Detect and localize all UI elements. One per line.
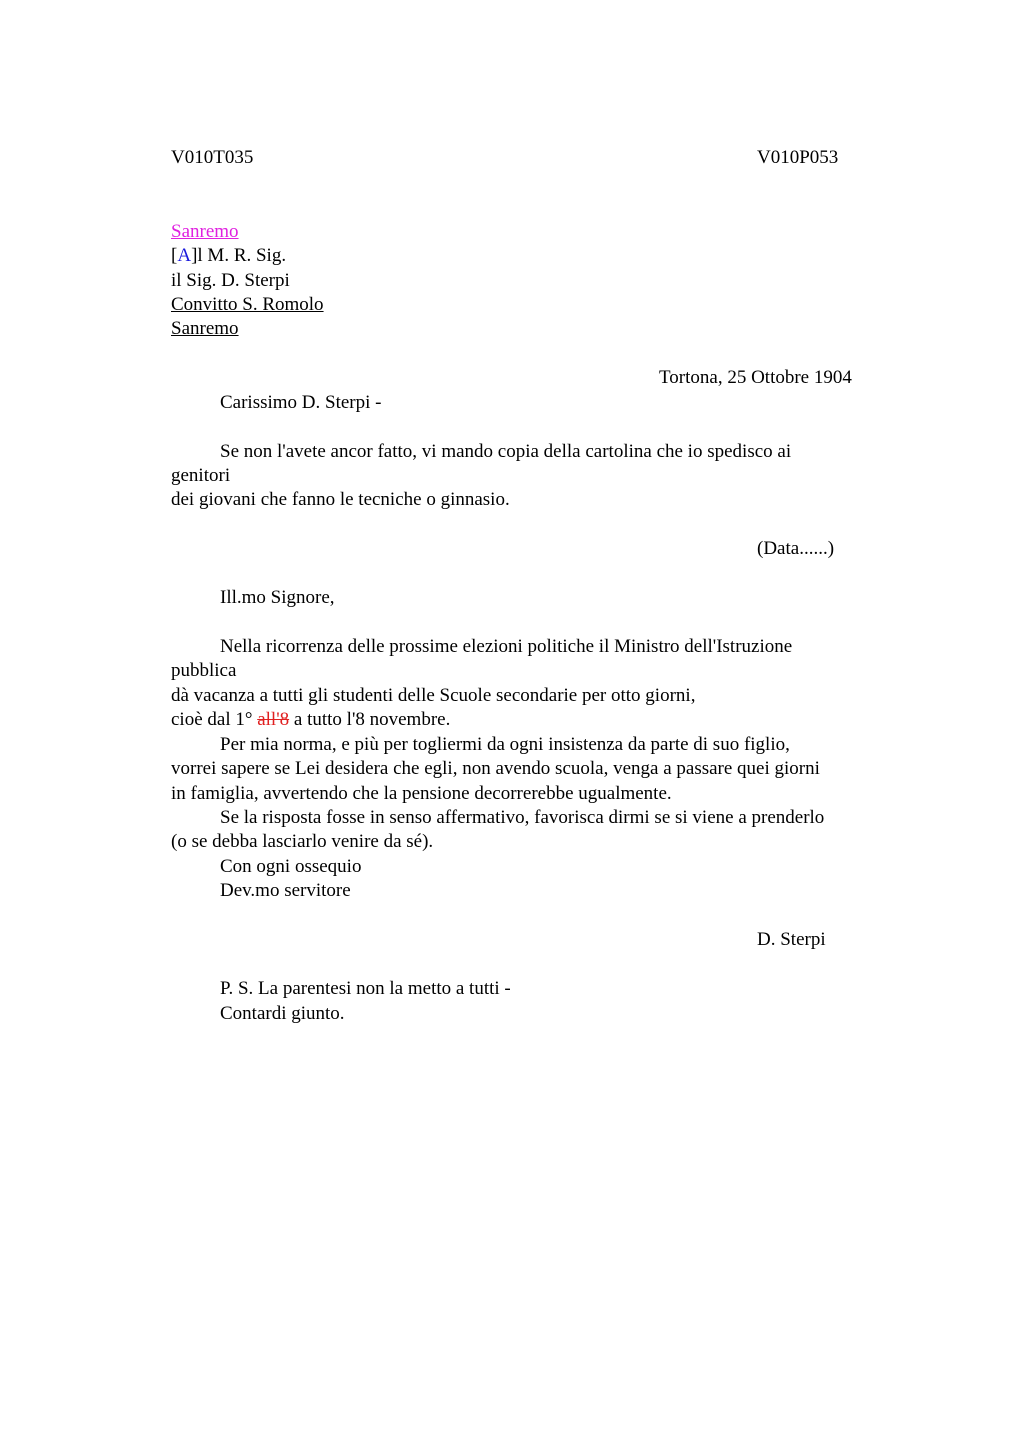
postscript-line-1: P. S. La parentesi non la metto a tutti - [220, 978, 511, 999]
archive-code-right: V010P053 [757, 147, 839, 168]
card-p3-line-1: Se la risposta fosse in senso affermativo, favorisca dirmi se si viene a prenderlo [220, 807, 825, 828]
card-p1-line-4 [171, 708, 450, 732]
card-p1-line-4-start: cioè dal 1° [171, 709, 258, 730]
card-p3-line-2: (o se debba lasciarlo venire da sé). [171, 831, 434, 852]
address-line-1-rest: ]l M. R. Sig. [191, 245, 287, 266]
signature: D. Sterpi [757, 929, 826, 950]
closing-line-1: Con ogni ossequio [220, 856, 362, 877]
address-place-link[interactable]: Sanremo [171, 221, 239, 242]
address-line-1 [171, 244, 286, 268]
card-p2-line-1: Per mia norma, e più per togliermi da ogni insistenza da parte di suo figlio, [220, 734, 790, 755]
closing-line-2: Dev.mo servitore [220, 880, 351, 901]
card-p2-line-2: vorrei sapere se Lei desidera che egli, non avendo scuola, venga a passare quei giorni [171, 758, 820, 779]
dateline: Tortona, 25 Ottobre 1904 [659, 367, 852, 388]
archive-code-left: V010T035 [171, 147, 254, 168]
intro-line-3: dei giovani che fanno le tecniche o ginnasio. [171, 489, 510, 510]
struck-text: all'8 [257, 709, 290, 730]
card-p2-line-3: in famiglia, avvertendo che la pensione decorrerebbe ugualmente. [171, 783, 672, 804]
card-greeting: Ill.mo Signore, [220, 587, 335, 608]
address-line-2: il Sig. D. Sterpi [171, 270, 290, 291]
card-p1-line-3: dà vacanza a tutti gli studenti delle Scuole secondarie per otto giorni, [171, 685, 696, 706]
postscript-line-2: Contardi giunto. [220, 1003, 345, 1024]
bracket-open: [ [171, 245, 178, 266]
card-date: (Data......) [757, 538, 835, 559]
address-line-4: Sanremo [171, 318, 239, 339]
intro-line-1: Se non l'avete ancor fatto, vi mando copia della cartolina che io spedisco ai [220, 441, 792, 462]
card-p1-line-4-end: a tutto l'8 novembre. [289, 709, 451, 730]
address-line-3: Convitto S. Romolo [171, 294, 324, 315]
salutation: Carissimo D. Sterpi - [220, 392, 382, 413]
editorial-letter: A [177, 245, 192, 266]
card-p1-line-2: pubblica [171, 660, 237, 681]
card-p1-line-1: Nella ricorrenza delle prossime elezioni politiche il Ministro dell'Istruzione [220, 636, 793, 657]
intro-line-2: genitori [171, 465, 231, 486]
